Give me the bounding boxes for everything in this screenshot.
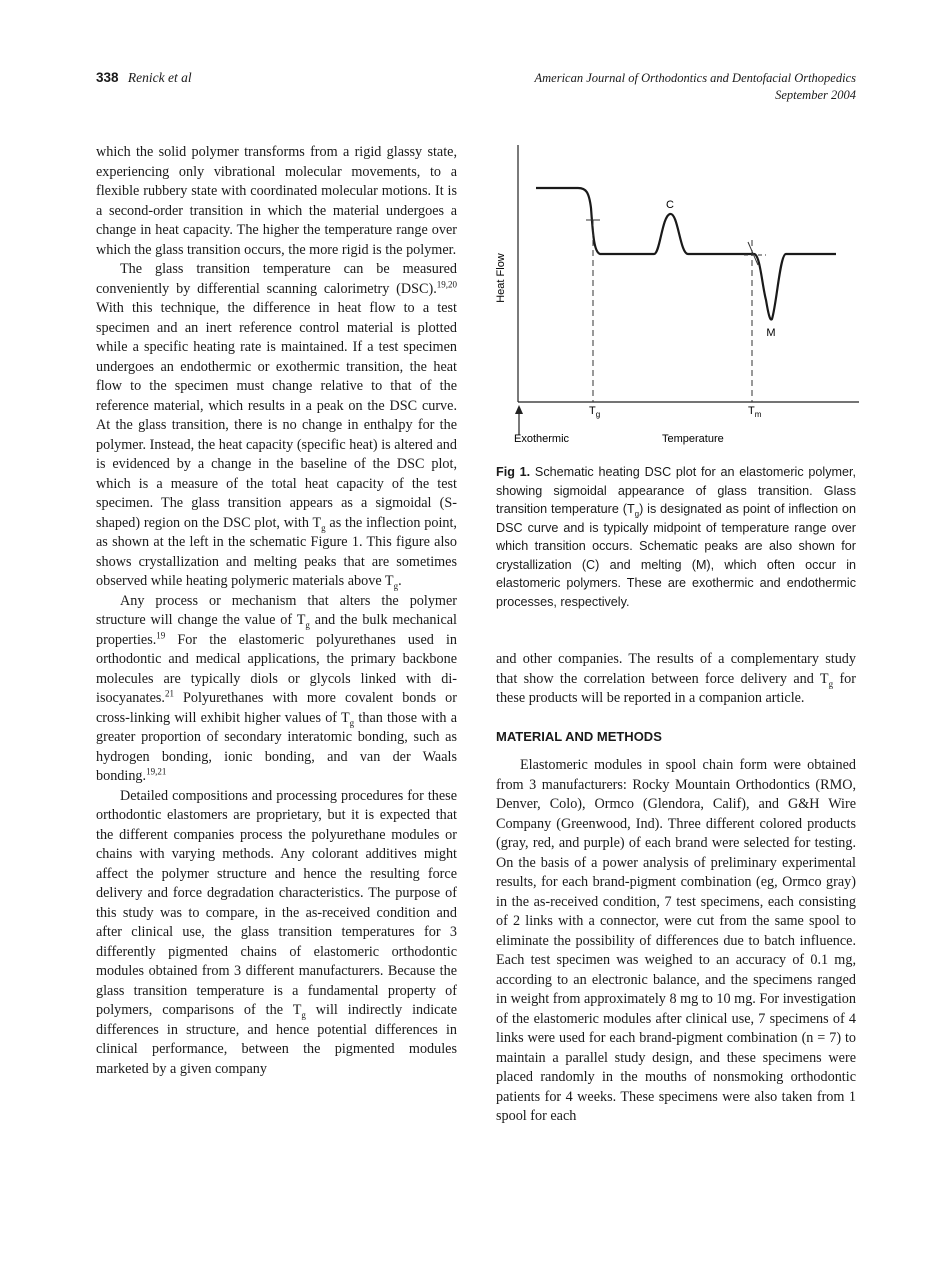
right-column [496,650,856,1127]
left-column [96,143,457,1079]
paragraph-glass-state: which the solid polymer transforms from a rigid glassy state, experiencing only vibrational molecular movements, to a flexible rubbery state with coordinated molecular motions. It is a second-order transition in which the material undergoes a change in heat capacity. The higher the temperature range over which the glass transition occurs, the more rigid is the polymer. [96,144,457,258]
paragraph-polymer-structure: Any process or mechanism that alters the polymer structure will change the value of $T_g$ and the bulk mechanical properties.$^{19}$ For the elastomeric polyurethanes used in orthodontic and medical applications, the primary backbone molecules are typically diols or glycols linked with di-isocyanates.$^{21}$ Polyurethanes with more covalent bonds or cross-linking will exhibit higher values of $T_g$ than those with a greater proportion of secondary interatomic bonding, such as hydrogen bonding, ionic bonding, and van der Waals bonding.$^{19,21}$ [96,592,457,784]
tm-label: $T_m$ [748,405,762,419]
issue-date: September 2004 [775,88,856,102]
tg-label: $T_g$ [589,405,601,419]
dsc-plot-svg [494,140,864,452]
page-number: 338 [96,70,119,85]
paragraph-methods: Elastomeric modules in spool chain form were obtained from 3 manufacturers: Rocky Mountain Orthodontics (RMO, Denver, Colo), Ormco (Glendora, Calif), and G&H Wire Company (Greenwood, Ind). Three different colored products (gray, red, and purple) of each brand were selected for testing. On the basis of a power analysis of preliminary experimental results, for each brand-pigment combination (eg, Ormco gray) in the as-received condition, 7 test specimens, each consisting of 2 links with a connector, were cut from the same spool to eliminate the possibility of differences due to batch influence. Each test specimen was weighed to an accuracy of 0.1 mg, according to an electronic balance, and the specimens ranged in weight from approximately 8 mg to 10 mg. For investigation of the elastomeric modules after clinical use, 7 specimens of 4 links were used for each brand-pigment combination (n = 7) to maintain a parallel study design, and these specimens were placed randomly in the mouths of nonsmoking orthodontic patients for 4 weeks. These specimens were also taken from 1 spool for each [496,757,856,1124]
exothermic-arrow-icon [515,405,523,414]
running-header-left [96,70,192,86]
y-axis-label: Heat Flow [495,253,507,303]
paragraph-companion-article: and other companies. The results of a complementary study that show the correlation between force delivery and $T_g$ for these products will be reported in a companion article. [496,651,857,706]
dsc-curve [536,188,836,320]
paragraph-dsc: The glass transition temperature can be measured conveniently by differential scanning calorimetry (DSC).$^{19,20}$ With this technique, the difference in heat flow to a test specimen and an inert reference control material is plotted while a specific heating rate is maintained. If a test specimen undergoes an endothermic or exothermic transition, the heat flow to the specimen must change relative to that of the reference material, which results in a peak on the DSC curve. At the glass transition, there is no change in enthalpy for the polymer. Instead, the heat capacity (specific heat) is altered and is evidenced by a change in the baseline of the DSC plot, which is a measure of the total heat capacity of the test specimen. The glass transition appears as a sigmoidal (S-shaped) region on the DSC plot, with $T_g$ as the inflection point, as shown at the left in the schematic Figure 1. This figure also shows crystallization and melting peaks that are sometimes observed while heating polymeric materials above $T_g$. [96,261,457,591]
figure-label: Fig 1. [496,465,531,479]
x-axis-label: Temperature [662,433,724,445]
running-header-right [535,70,857,104]
figure-1-caption: Fig 1. Schematic heating DSC plot for an elastomeric polymer, showing sigmoidal appearance of glass transition. Glass transition temperature $(T_g)$ is designated as point of inflection on DSC curve and is typically midpoint of temperature range over which transition occurs. Schematic peaks are also shown for crystallization (C) and melting (M), which often occur in elastomeric polymers. These are exothermic and endothermic processes, respectively. [496,465,856,609]
running-authors: Renick et al [127,70,192,85]
exothermic-label: Exothermic [514,433,570,445]
section-heading-methods: MATERIAL AND METHODS [496,728,662,744]
peak-m-label: M [766,327,776,339]
figure-1-dsc-plot [494,140,864,452]
journal-title: American Journal of Orthodontics and Dentofacial Orthopedics [534,71,856,85]
paragraph-purpose: Detailed compositions and processing procedures for these orthodontic elastomers are proprietary, but it is expected that the different companies process the polyurethane modules or chains with varying methods. Any colorant additives might affect the polymer structure and hence the resulting force delivery and force degradation characteristics. The purpose of this study was to compare, in the as-received condition and after clinical use, the glass transition temperatures for 3 differently pigmented chains of elastomeric orthodontic modules obtained from 3 different manufacturers. Because the glass transition temperature is a fundamental property of polymers, comparisons of the $T_g$ will indirectly indicate differences in structure, and hence potential differences in clinical performance, between the pigmented modules marketed by a given company [96,787,458,1077]
peak-c-label: C [666,199,674,211]
